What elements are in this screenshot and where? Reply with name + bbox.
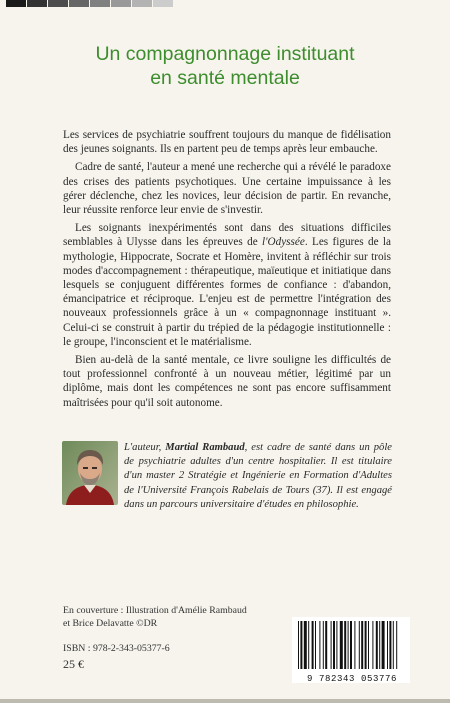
- barcode-bar: [376, 621, 378, 669]
- barcode-bar: [396, 621, 397, 669]
- blurb-paragraph-1: Les services de psychiatrie souffrent toujours du manque de fidélisation des jeunes soignants. Ils en partent peu de temps après leur embauche.: [63, 129, 391, 156]
- barcode-bar: [304, 621, 307, 669]
- color-swatch: [48, 0, 68, 7]
- barcode-bar: [379, 621, 380, 669]
- barcode-bar: [319, 621, 320, 669]
- barcode-bar: [331, 621, 332, 669]
- barcode-bar: [354, 621, 355, 669]
- color-swatch: [132, 0, 152, 7]
- title-line-2: en santé mentale: [150, 67, 300, 89]
- barcode-bar: [315, 621, 316, 669]
- price: 25 €: [63, 657, 84, 671]
- barcode-bar: [348, 621, 349, 669]
- p3-part-a: Les soignants inexpérimentés sont dans des situations difficiles semblables à Ulysse dans les épreuves de: [63, 222, 391, 249]
- author-photo: [62, 441, 118, 505]
- barcode-bar: [312, 621, 314, 669]
- blurb-paragraph-2: Cadre de santé, l'auteur a mené une recherche qui a révélé le paradoxe des crises des patients psychotiques. Une certaine impuissance à les gérer déclenche, chez les novices, leur décision de partir. En revanche, leur réussite renforce leur envie de s'investir.: [63, 161, 391, 217]
- barcode-bar: [368, 621, 369, 669]
- barcode-bar: [387, 621, 388, 669]
- barcode-bar: [361, 621, 363, 669]
- book-title: [0, 42, 450, 90]
- isbn: ISBN : 978-2-343-05377-6: [63, 643, 170, 654]
- barcode-bar: [372, 621, 373, 669]
- blurb-paragraph-4: Bien au-delà de la santé mentale, ce livre souligne les difficultés de tout professionnel confronté à un nouveau métier, légitimé par un diplôme, mais dont les compétences ne sont pas encore suffisamment maîtrisées pour qu'il soit autonome.: [63, 354, 391, 409]
- barcode-graphic: [292, 617, 410, 673]
- color-calibration-bar: [6, 0, 173, 7]
- author-description: , est cadre de santé dans un pôle de psychiatrie adultes d'un centre hospitalier. Il est titulaire d'un master 2 Stratégie et Ingénierie en Formation d'Adultes de l'Université François Rabelais de Tours (37). Il est engagé dans un parcours universitaire d'études en philosophie.: [124, 442, 393, 510]
- color-swatch: [6, 0, 26, 7]
- back-cover-blurb: [63, 128, 391, 414]
- barcode-bar: [308, 621, 309, 669]
- barcode-digits: 9 782343 053776: [306, 674, 397, 684]
- barcode-bar: [340, 621, 343, 669]
- barcode-bar: [365, 621, 367, 669]
- p3-part-b: . Les figures de la mythologie, Hippocrate, Socrate et Homère, invitent à réfléchir sur trois modes d'accompagnement : thérapeutique, maïeutique et initiatique dans lesquels se conjuguent différentes formes de confiance : d'abandon, émancipatrice et réciproque. L'enjeu est de permettre l'intégration des nouveaux professionnels grâce à un « compagnonnage instituant ». Celui-ci se construit à partir du trépied de la pédagogie institutionnelle : le groupe, l'inconscient et le matérialisme.: [63, 236, 391, 348]
- author-bio: [124, 441, 392, 512]
- odyssey-title: l'Odyssée: [262, 236, 305, 249]
- blurb-paragraph-3: [63, 221, 391, 349]
- color-swatch: [111, 0, 131, 7]
- barcode-bar: [382, 621, 385, 669]
- barcode-bar: [333, 621, 335, 669]
- barcode-bar: [325, 621, 327, 669]
- credits-line-1: En couverture : Illustration d'Amélie Rambaud: [63, 605, 247, 616]
- color-swatch: [69, 0, 89, 7]
- color-swatch: [153, 0, 173, 7]
- cover-credits: [63, 605, 247, 630]
- barcode-bar: [323, 621, 324, 669]
- author-name: Martial Rambaud: [165, 442, 245, 453]
- bottom-trim-strip: [0, 699, 450, 703]
- barcode-bar: [350, 621, 352, 669]
- title-line-1: Un compagnonnage instituant: [95, 43, 355, 65]
- barcode-bar: [300, 621, 302, 669]
- author-prefix: L'auteur,: [124, 442, 166, 453]
- color-swatch: [90, 0, 110, 7]
- barcode-bar: [393, 621, 394, 669]
- barcode-bar: [389, 621, 391, 669]
- barcode-bar: [298, 621, 299, 669]
- color-swatch: [27, 0, 47, 7]
- credits-line-2: et Brice Delavatte ©DR: [63, 617, 158, 629]
- barcode-bar: [359, 621, 360, 669]
- barcode-bar: [336, 621, 337, 669]
- barcode-bar: [344, 621, 346, 669]
